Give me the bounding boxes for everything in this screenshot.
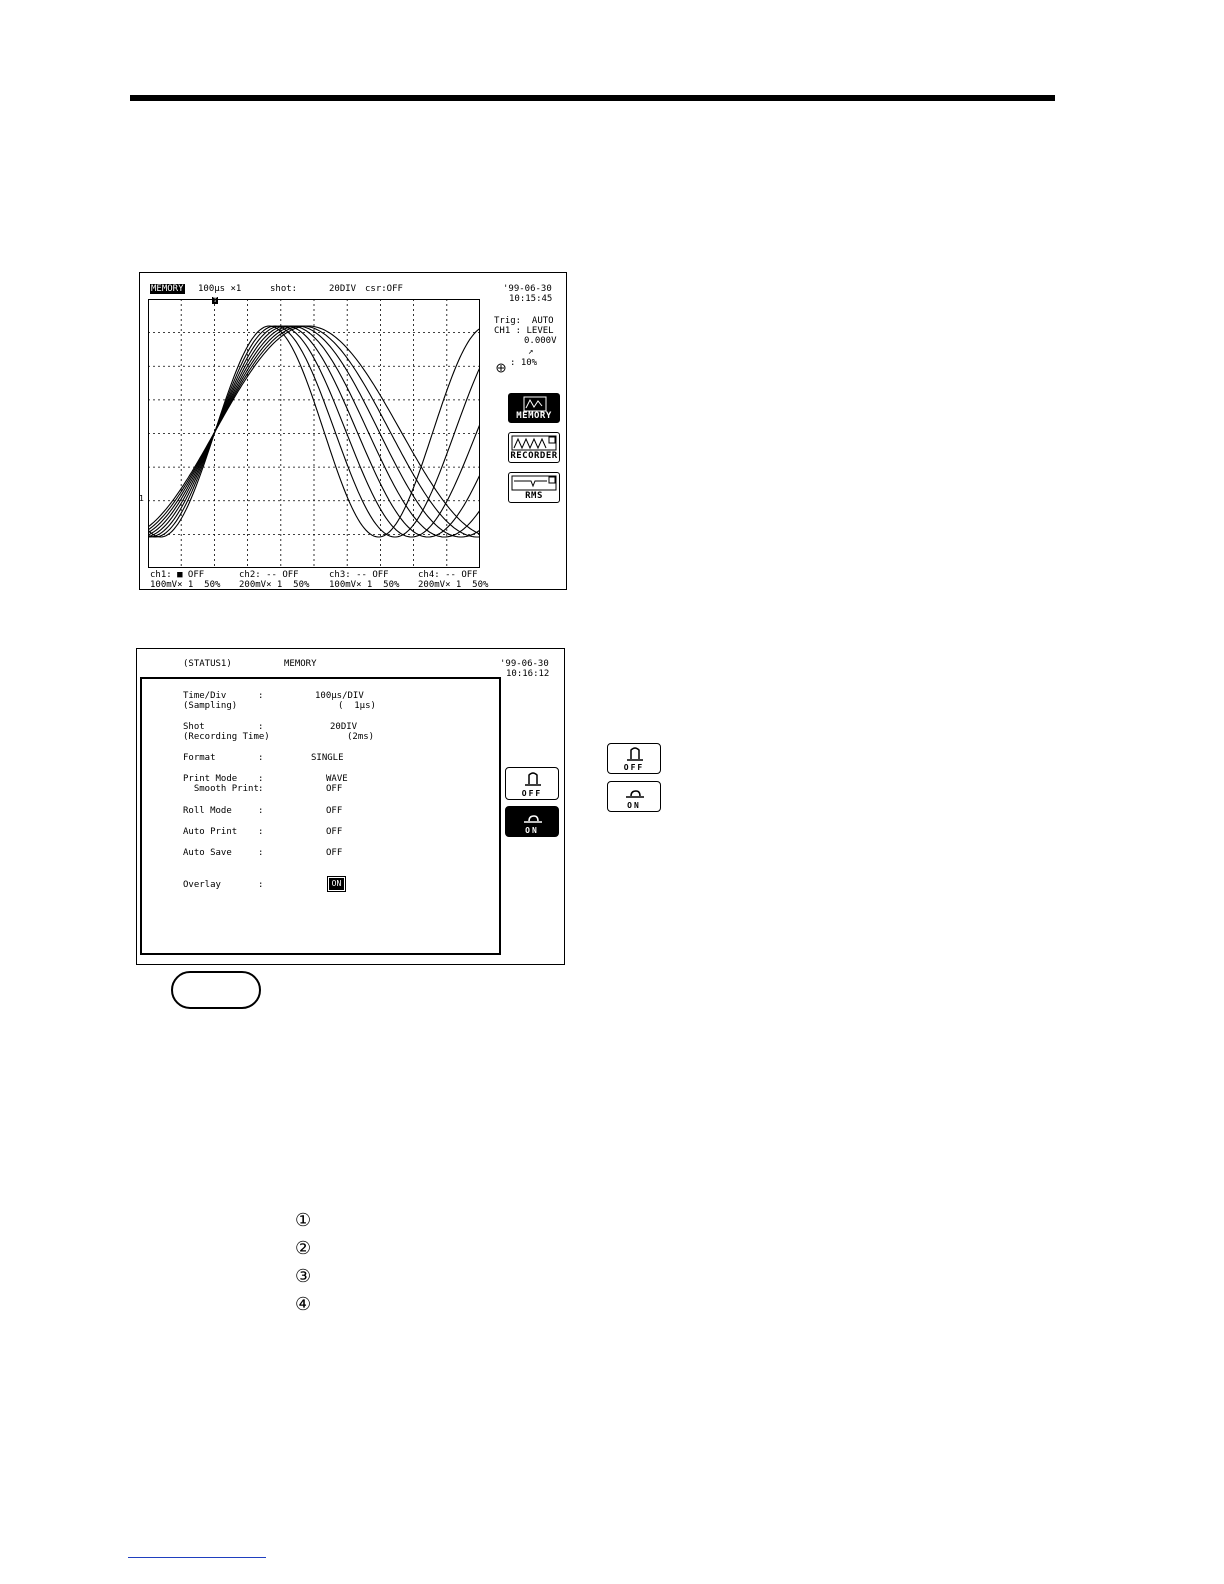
step-2-marker: ② (295, 1238, 312, 1259)
print-mode-value[interactable]: WAVE (326, 774, 348, 784)
ch4-range: 200mV× 1 50% (418, 580, 489, 590)
overlay-value: ON (329, 878, 344, 890)
ch1-status: ch1: ■ OFF (150, 570, 205, 580)
rms-function-button[interactable] (508, 472, 560, 503)
recorder-function-label: RECORDER (510, 451, 558, 461)
recording-time-value: (2ms) (347, 732, 375, 742)
trig-source: CH1 : LEVEL (494, 326, 554, 336)
shot-row-colon: : (258, 722, 264, 732)
overlay-off-label: OFF (521, 789, 543, 798)
date: '99-06-30 (503, 284, 552, 294)
legend-off-button (607, 743, 661, 774)
trig-slope: ↗ (528, 347, 534, 357)
memory-function-label: MEMORY (516, 411, 552, 421)
auto-print-colon: : (258, 827, 264, 837)
ch2-range: 200mV× 1 50% (239, 580, 310, 590)
mode-indicator: MEMORY (151, 284, 184, 294)
legend-on-button (607, 781, 661, 812)
legend-on-label: ON (627, 801, 641, 810)
sampling-label: (Sampling) (183, 701, 238, 711)
time: 10:15:45 (509, 294, 553, 304)
format-colon: : (258, 753, 264, 763)
level-marker: 1 (139, 494, 144, 503)
rms-function-label: RMS (525, 491, 543, 501)
format-label: Format (183, 753, 216, 763)
status-mode: MEMORY (284, 659, 317, 669)
timebase: 100μs ×1 (198, 284, 242, 294)
trig-level: 0.000V (524, 336, 557, 346)
waveform-grid (148, 296, 480, 568)
legend-off-label: OFF (623, 763, 645, 772)
time-div-colon: : (258, 691, 264, 701)
status-date: '99-06-30 (500, 659, 549, 669)
print-mode-colon: : (258, 774, 264, 784)
note-badge (171, 971, 261, 1009)
step-4-marker: ④ (295, 1294, 312, 1315)
status-header: (STATUS1) (183, 659, 232, 669)
trigger-marker: T (213, 296, 218, 304)
roll-mode-label: Roll Mode (183, 806, 232, 816)
ch4-status: ch4: -- OFF (418, 570, 478, 580)
overlay-colon: : (258, 880, 264, 890)
overlay-field[interactable] (327, 876, 346, 892)
status-panel (140, 677, 501, 955)
ch3-status: ch3: -- OFF (329, 570, 389, 580)
recorder-function-button[interactable] (508, 432, 560, 463)
auto-save-label: Auto Save (183, 848, 232, 858)
pretrigger-icon (496, 358, 506, 368)
sampling-value: ( 1μs) (338, 701, 376, 711)
smooth-print-value[interactable]: OFF (326, 784, 343, 794)
shot-value: 20DIV (329, 284, 357, 294)
overlay-on-button[interactable] (505, 806, 559, 837)
auto-save-value[interactable]: OFF (326, 848, 343, 858)
auto-save-colon: : (258, 848, 264, 858)
ch3-range: 100mV× 1 50% (329, 580, 400, 590)
trig-mode: Trig: AUTO (494, 316, 554, 326)
memory-function-button[interactable] (508, 393, 560, 423)
roll-mode-colon: : (258, 806, 264, 816)
pretrigger-value: : 10% (510, 358, 538, 368)
overlay-off-button[interactable] (505, 767, 559, 800)
footer-rule (128, 1557, 266, 1558)
print-mode-label: Print Mode (183, 774, 238, 784)
shot-row-label: Shot (183, 722, 205, 732)
step-1-marker: ① (295, 1210, 312, 1231)
time-div-value[interactable]: 100μs/DIV (315, 691, 364, 701)
format-value[interactable]: SINGLE (311, 753, 344, 763)
status-time: 10:16:12 (506, 669, 550, 679)
shot-row-value[interactable]: 20DIV (330, 722, 358, 732)
ch1-range: 100mV× 1 50% (150, 580, 221, 590)
step-3-marker: ③ (295, 1266, 312, 1287)
smooth-print-colon: : (258, 784, 264, 794)
auto-print-label: Auto Print (183, 827, 238, 837)
smooth-print-label: Smooth Print (183, 784, 259, 794)
overlay-label: Overlay (183, 880, 221, 890)
header-rule (130, 95, 1055, 101)
auto-print-value[interactable]: OFF (326, 827, 343, 837)
time-div-label: Time/Div (183, 691, 227, 701)
cursor-status: csr:OFF (365, 284, 403, 294)
overlay-on-label: ON (525, 826, 539, 835)
recording-time-label: (Recording Time) (183, 732, 270, 742)
ch2-status: ch2: -- OFF (239, 570, 299, 580)
roll-mode-value[interactable]: OFF (326, 806, 343, 816)
shot-label: shot: (270, 284, 298, 294)
